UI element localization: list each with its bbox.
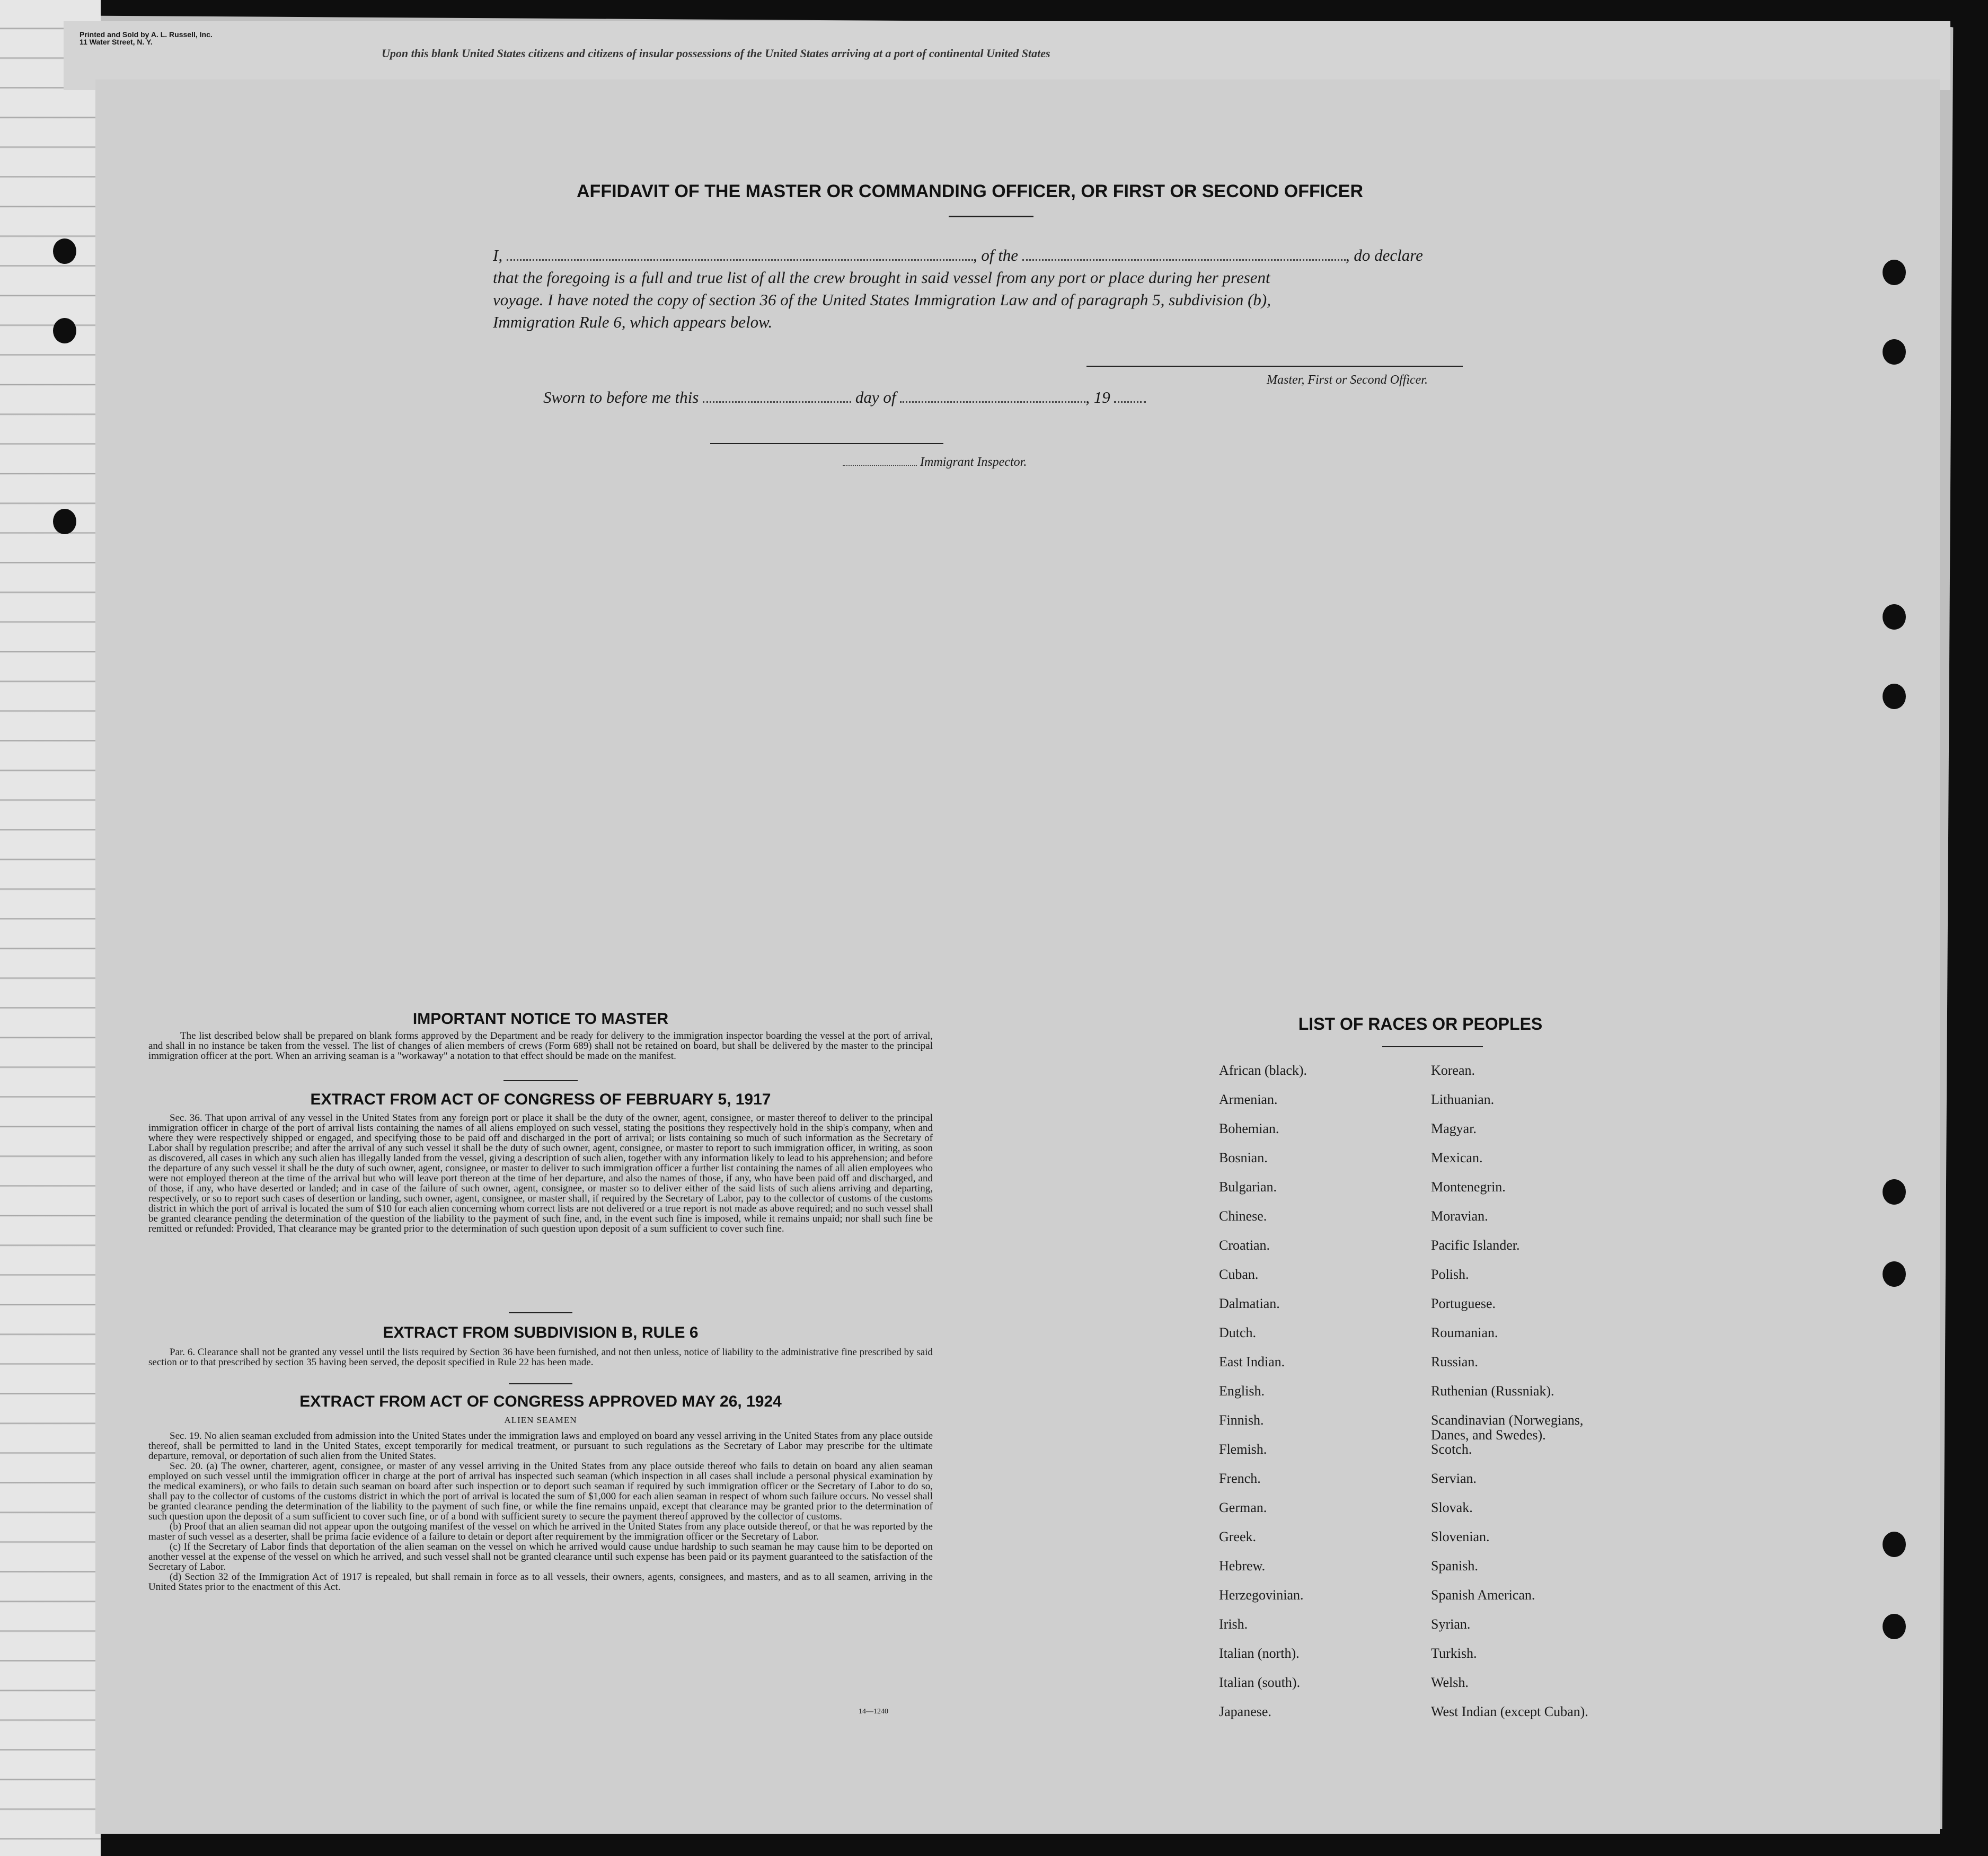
inspector-name-field[interactable] bbox=[843, 465, 917, 466]
binder-hole bbox=[1883, 1179, 1906, 1205]
race-entry: Pacific Islander. bbox=[1431, 1238, 1520, 1253]
affidavit-of-the: , of the bbox=[973, 246, 1019, 264]
race-entry: Lithuanian. bbox=[1431, 1092, 1495, 1107]
race-entry: Chinese. bbox=[1219, 1208, 1267, 1224]
affidavit-line-2: that the foregoing is a full and true list of all the crew brought in said vessel from any port or place during her present bbox=[493, 268, 1270, 287]
alien-seamen-subtitle: ALIEN SEAMEN bbox=[504, 1415, 577, 1425]
race-entry: Italian (north). bbox=[1219, 1646, 1300, 1661]
inspector-signature-line[interactable] bbox=[710, 443, 943, 444]
binder-hole bbox=[1883, 604, 1906, 630]
race-entry: Mexican. bbox=[1431, 1150, 1483, 1165]
race-entry: Magyar. bbox=[1431, 1121, 1477, 1136]
section-20a: Sec. 20. (a) The owner, charterer, agent, consignee, or master of any vessel arriving in the United States from any place outside thereof who fails to detain on board any alien seaman employed on such vessel until the immigration officer in charge at the port of arrival has inspected such seaman (which inspection in all cases shall include a personal physical examination by the medical examiners), or who fails to detain such seaman on board after such inspection or to deport such seaman if required by such immigration officer or the Secretary of Labor to do so, shall pay to the collector of customs of the customs district in which the port of arrival is located the sum of $1,000 for each alien seaman in respect of whom such failure occurs. No vessel shall be granted clearance pending the determination of the liability to the payment of such fine, or while the fine remains unpaid, except that clearance may be granted prior to the determination of such question upon the deposit of a sum sufficient to cover such fine, or of a bond with sufficient surety to secure the payment thereof approved by the collector of customs. bbox=[148, 1461, 933, 1522]
race-entry: East Indian. bbox=[1219, 1354, 1285, 1369]
race-entry: West Indian (except Cuban). bbox=[1431, 1704, 1588, 1719]
binder-hole bbox=[53, 509, 76, 534]
printer-imprint: Printed and Sold by A. L. Russell, Inc. 11 Water Street, N. Y. bbox=[79, 30, 213, 46]
notice-title: IMPORTANT NOTICE TO MASTER bbox=[412, 1010, 669, 1028]
master-signature-label: Master, First or Second Officer. bbox=[1267, 373, 1428, 387]
affidavit-line-4: Immigration Rule 6, which appears below. bbox=[493, 313, 773, 331]
extract-1917-title: EXTRACT FROM ACT OF CONGRESS OF FEBRUARY 5, 1917 bbox=[310, 1091, 771, 1108]
races-right-column bbox=[1431, 1063, 1707, 1734]
race-entry: French. bbox=[1219, 1471, 1261, 1486]
binder-hole bbox=[1883, 1614, 1906, 1639]
race-entry: Bulgarian. bbox=[1219, 1179, 1277, 1195]
binder-hole bbox=[53, 238, 76, 264]
section-20c: (c) If the Secretary of Labor finds that deportation of the alien seaman on the vessel on which he arrived would cause undue hardship to such seaman he may cause him to be deported on another vessel at the expense of the vessel on which he arrived, and such vessel shall not be granted clearance until such expense has been paid or its payment guaranteed to the satisfaction of the Secretary of Labor. bbox=[148, 1541, 933, 1572]
extract-1917-body: Sec. 36. That upon arrival of any vessel in the United States from any foreign port or place it shall be the duty of the owner, agent, consignee, or master thereof to deliver to the principal immigration officer in charge of the port of arrival lists containing the names of all aliens employed on such vessel, stating the positions they respectively hold in the ship's company, when and where they were respectively shipped or engaged, and specifying those to be paid off and discharged in the port of arrival; or lists containing so much of such information as the Secretary of Labor shall by regulation prescribe; and after the arrival of any such vessel it shall be the duty of such owner, agent, consignee, or master to report to such immigration officer, in writing, as soon as discovered, all cases in which any such alien has illegally landed from the vessel, giving a description of such alien, together with any information likely to lead to his apprehension; and before the departure of any such vessel it shall be the duty of such owner, agent, consignee, or master to deliver to such immigration officer a further list containing the names of all alien employees who were not employed thereon at the time of the arrival but who will leave port thereon at the time of her departure, and also the names of those, if any, who have been paid off and discharged, and of those, if any, who have deserted or landed; and in case of the failure of such owner, agent, consignee, or master so to deliver either of the said lists of such aliens arriving and departing, respectively, or so to report such cases of desertion or landing, such owner, agent, consignee, or master shall, if required by the Secretary of Labor, pay to the collector of customs of the customs district in which the port of arrival is located the sum of $10 for each alien concerning whom correct lists are not delivered or a true report is not made as above required; and no such vessel shall be granted clearance pending the determination of the question of the liability to the payment of such fine, and, in the event such fine is imposed, while it remains unpaid; nor shall such fine be remitted or refunded: Provided, That clearance may be granted prior to the determination of such question upon deposit of a sum sufficient to cover such fine. bbox=[148, 1112, 933, 1234]
race-entry: English. bbox=[1219, 1383, 1265, 1399]
race-entry: Turkish. bbox=[1431, 1646, 1477, 1661]
binder-hole bbox=[1883, 684, 1906, 709]
race-entry: Hebrew. bbox=[1219, 1558, 1266, 1574]
affidavit-i: I, bbox=[493, 246, 503, 264]
previous-page-header-text: Upon this blank United States citizens and citizens of insular possessions of the United States arriving at a port of continental United States bbox=[382, 47, 1050, 60]
rule6-body: Par. 6. Clearance shall not be granted any vessel until the lists required by Section 36 have been furnished, and not then unless, notice of liability to the administrative fine prescribed by said section or to that prescribed by section 35 having been served, the deposit specified in Rule 22 has been made. bbox=[148, 1347, 933, 1368]
race-entry: Armenian. bbox=[1219, 1092, 1278, 1107]
race-entry: Scandinavian (Norwegians, Danes, and Swedes). bbox=[1431, 1412, 1584, 1443]
sworn-year-field[interactable] bbox=[1114, 401, 1146, 403]
race-entry: African (black). bbox=[1219, 1063, 1307, 1078]
race-entry: Slovenian. bbox=[1431, 1529, 1490, 1544]
race-entry: Greek. bbox=[1219, 1529, 1257, 1544]
sworn-line bbox=[543, 386, 1146, 409]
race-entry: Syrian. bbox=[1431, 1616, 1471, 1632]
race-entry: Bosnian. bbox=[1219, 1150, 1268, 1165]
sworn-day-field[interactable] bbox=[703, 401, 851, 403]
race-entry: Spanish American. bbox=[1431, 1587, 1535, 1603]
race-entry: Japanese. bbox=[1219, 1704, 1271, 1719]
sworn-day-label: day of bbox=[855, 388, 896, 406]
race-entry: Spanish. bbox=[1431, 1558, 1478, 1574]
form-number: 14—1240 bbox=[859, 1708, 888, 1716]
extract-1924-title: EXTRACT FROM ACT OF CONGRESS APPROVED MAY 26, 1924 bbox=[299, 1393, 782, 1410]
race-entry: Flemish. bbox=[1219, 1442, 1267, 1457]
race-entry: Cuban. bbox=[1219, 1267, 1259, 1282]
race-entry: German. bbox=[1219, 1500, 1267, 1515]
inspector-label: Immigrant Inspector. bbox=[920, 455, 1027, 469]
section-19: Sec. 19. No alien seaman excluded from admission into the United States under the immigration laws and employed on board any vessel arriving in the United States from any place outside thereof, shall be permitted to land in the United States, except temporarily for medical treatment, or pursuant to such regulations as the Secretary of Labor may prescribe for the ultimate departure, removal, or deportation of such alien from the United States. bbox=[148, 1430, 933, 1462]
race-entry: Dalmatian. bbox=[1219, 1296, 1280, 1311]
binder-hole bbox=[1883, 260, 1906, 285]
race-entry: Moravian. bbox=[1431, 1208, 1488, 1224]
vessel-name-field[interactable] bbox=[1022, 259, 1346, 261]
extract-1917-divider bbox=[509, 1312, 572, 1313]
race-entry: Ruthenian (Russniak). bbox=[1431, 1383, 1554, 1399]
section-20d: (d) Section 32 of the Immigration Act of 1917 is repealed, but shall remain in force as to all vessels, their owners, agents, consignees, and masters, and as to all seamen, arriving in the United States prior to the enactment of this Act. bbox=[148, 1571, 933, 1593]
affidavit-line-3: voyage. I have noted the copy of section 36 of the United States Immigration Law and of paragraph 5, subdivision (b), bbox=[493, 290, 1271, 309]
form-page bbox=[95, 79, 1940, 1834]
notice-divider bbox=[503, 1080, 578, 1081]
master-signature-line[interactable] bbox=[1086, 366, 1463, 367]
race-entry: Croatian. bbox=[1219, 1238, 1270, 1253]
race-entry: Portuguese. bbox=[1431, 1296, 1496, 1311]
race-entry: Russian. bbox=[1431, 1354, 1478, 1369]
binder-hole bbox=[1883, 339, 1906, 365]
binder-hole bbox=[1883, 1532, 1906, 1557]
rule6-title: EXTRACT FROM SUBDIVISION B, RULE 6 bbox=[383, 1324, 699, 1341]
ledger-edge bbox=[0, 0, 101, 1856]
binder-hole bbox=[1883, 1261, 1906, 1287]
rule6-divider bbox=[509, 1383, 572, 1384]
sworn-month-field[interactable] bbox=[900, 401, 1085, 403]
race-entry: Roumanian. bbox=[1431, 1325, 1498, 1340]
master-name-field[interactable] bbox=[507, 259, 973, 261]
race-entry: Servian. bbox=[1431, 1471, 1477, 1486]
race-entry: Dutch. bbox=[1219, 1325, 1257, 1340]
race-entry: Slovak. bbox=[1431, 1500, 1473, 1515]
sworn-prefix: Sworn to before me this bbox=[543, 388, 699, 406]
sworn-year-label: , 19 bbox=[1085, 388, 1110, 406]
races-title-underline bbox=[1382, 1046, 1483, 1047]
inspector-label-row bbox=[843, 450, 1027, 474]
race-entry: Bohemian. bbox=[1219, 1121, 1279, 1136]
affidavit-title: AFFIDAVIT OF THE MASTER OR COMMANDING OFFICER, OR FIRST OR SECOND OFFICER bbox=[577, 181, 1363, 201]
race-entry: Welsh. bbox=[1431, 1675, 1469, 1690]
affidavit-do-declare: , do declare bbox=[1345, 246, 1423, 264]
race-entry: Polish. bbox=[1431, 1267, 1469, 1282]
race-entry: Irish. bbox=[1219, 1616, 1248, 1632]
race-entry: Montenegrin. bbox=[1431, 1179, 1506, 1195]
notice-body: The list described below shall be prepared on blank forms approved by the Department and be ready for delivery to the immigration inspector boarding the vessel at the port of arrival, and shall in no instance be taken from the vessel. The list of changes of alien members of crews (Form 689) shall not be retained on board, but shall be delivered by the master to the principal immigration officer at the port. When an arriving seaman is a "workaway" a notation to that effect should be made on the manifest. bbox=[148, 1030, 933, 1062]
races-left-column bbox=[1219, 1063, 1431, 1734]
race-entry: Korean. bbox=[1431, 1063, 1475, 1078]
section-20b: (b) Proof that an alien seaman did not appear upon the outgoing manifest of the vessel on which he arrived in the United States from any place outside thereof, or that he was reported by the master of such vessel as a deserter, shall be prima facie evidence of a failure to detain or deport after requirement by the immigration officer or the Secretary of Labor. bbox=[148, 1521, 933, 1542]
binder-hole bbox=[53, 318, 76, 343]
races-title: LIST OF RACES OR PEOPLES bbox=[1298, 1014, 1543, 1033]
affidavit-declaration-line bbox=[493, 244, 1500, 267]
extract-1924-body bbox=[148, 1431, 933, 1592]
race-entry: Scotch. bbox=[1431, 1442, 1472, 1457]
title-underline bbox=[949, 216, 1033, 217]
race-entry: Finnish. bbox=[1219, 1412, 1264, 1428]
race-entry: Italian (south). bbox=[1219, 1675, 1301, 1690]
race-entry: Herzegovinian. bbox=[1219, 1587, 1304, 1603]
